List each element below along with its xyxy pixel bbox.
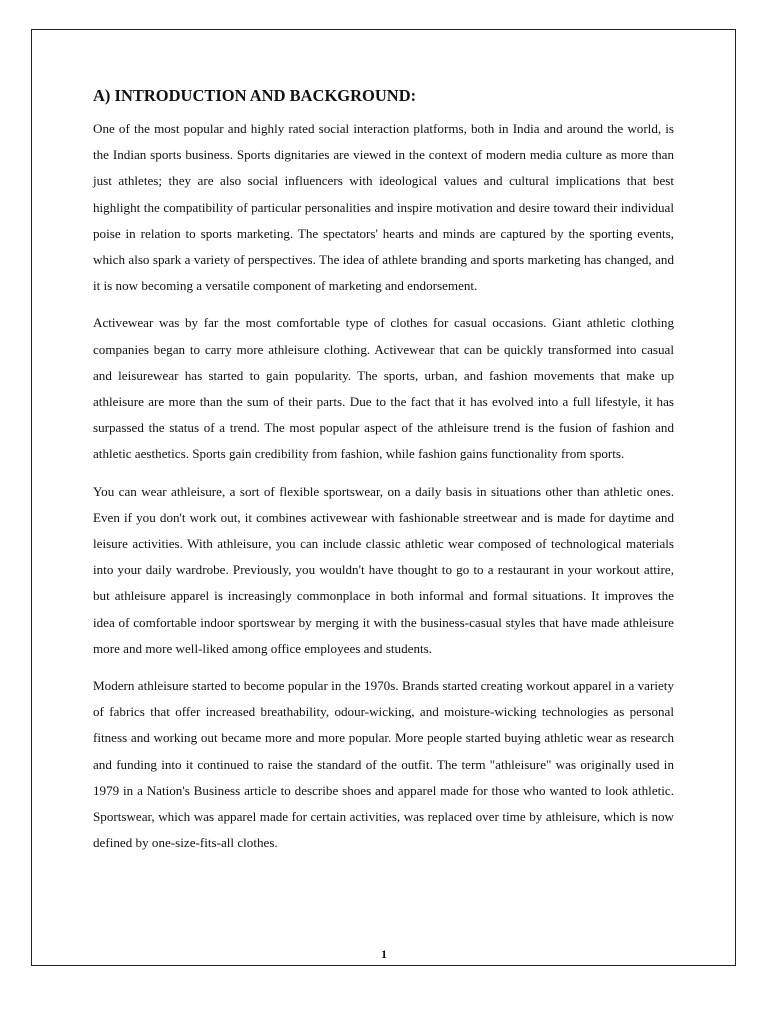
section-heading: A) INTRODUCTION AND BACKGROUND: — [93, 86, 417, 105]
paragraph-4: Modern athleisure started to become popular in the 1970s. Brands started creating workout apparel in a variety of fabrics that offer increased breathability, odour-wicking, and moisture-wicking technologies as personal fitness and working out became more and more popular. More people started buying athletic wear as research and funding into it continued to raise the standard of the outfit. The term "athleisure" was originally used in 1979 in a Nation's Business article to describe shoes and apparel made for those who wanted to look athletic. Sportswear, which was apparel made for certain activities, was replaced over time by athleisure, which is now defined by one-size-fits-all clothes. — [93, 678, 674, 851]
paragraph-2: Activewear was by far the most comfortable type of clothes for casual occasions. Giant athletic clothing companies began to carry more athleisure clothing. Activewear that can be quickly transformed into casual and leisurewear has started to gain popularity. The sports, urban, and fashion movements that make up athleisure are more than the sum of their parts. Due to the fact that it has evolved into a full lifestyle, it has surpassed the status of a trend. The most popular aspect of the athleisure trend is the fusion of fashion and athletic aesthetics. Sports gain credibility from fashion, while fashion gains functionality from sports. — [93, 315, 674, 462]
paragraph-3: You can wear athleisure, a sort of flexible sportswear, on a daily basis in situations other than athletic ones. Even if you don't work out, it combines activewear with fashionable streetwear and is made for daytime and leisure activities. With athleisure, you can include classic athletic wear composed of technological materials into your daily wardrobe. Previously, you wouldn't have thought to go to a restaurant in your workout attire, but athleisure apparel is increasingly commonplace in both informal and formal situations. It improves the idea of comfortable indoor sportswear by merging it with the business-casual styles that have made athleisure more and more well-liked among office employees and students. — [93, 483, 674, 656]
paragraph-1: One of the most popular and highly rated social interaction platforms, both in India and around the world, is the Indian sports business. Sports dignitaries are viewed in the context of modern media culture as more than just athletes; they are also social influencers with ideological values and cultural implications that best highlight the compatibility of particular personalities and inspire motivation and desire toward their individual poise in relation to sports marketing. The spectators' hearts and minds are captured by the sporting events, which also spark a variety of perspectives. The idea of athlete branding and sports marketing has changed, and it is now becoming a versatile component of marketing and endorsement. — [93, 121, 674, 294]
document-body — [93, 84, 674, 867]
page-number: 1 — [381, 947, 387, 961]
